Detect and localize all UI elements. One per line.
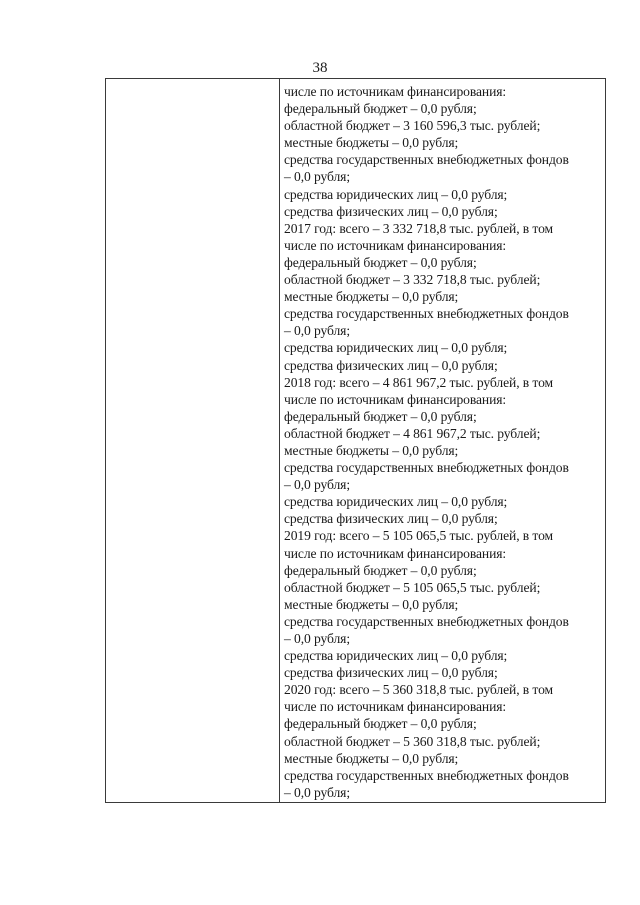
text-line: средства государственных внебюджетных фондов: [284, 306, 569, 322]
text-line: федеральный бюджет – 0,0 рубля;: [284, 408, 477, 424]
text-line: 2017 год: всего – 3 332 718,8 тыс. рублей, в том: [284, 220, 554, 236]
text-line: областной бюджет – 5 360 318,8 тыс. рублей;: [284, 733, 541, 749]
text-line: средства государственных внебюджетных фондов: [284, 152, 569, 168]
text-line: – 0,0 рубля;: [284, 169, 351, 185]
text-line: числе по источникам финансирования:: [284, 84, 507, 99]
text-line: местные бюджеты – 0,0 рубля;: [284, 596, 459, 612]
page-number: 38: [312, 60, 328, 76]
text-line: федеральный бюджет – 0,0 рубля;: [284, 716, 477, 732]
text-line: 2019 год: всего – 5 105 065,5 тыс. рублей, в том: [284, 528, 554, 544]
text-line: средства юридических лиц – 0,0 рубля;: [284, 494, 508, 510]
text-line: федеральный бюджет – 0,0 рубля;: [284, 562, 477, 578]
text-line: федеральный бюджет – 0,0 рубля;: [284, 101, 477, 117]
text-line: средства юридических лиц – 0,0 рубля;: [284, 186, 508, 202]
text-line: средства физических лиц – 0,0 рубля;: [284, 203, 498, 219]
table-right-cell: [284, 83, 602, 801]
text-line: – 0,0 рубля;: [284, 323, 351, 339]
text-line: областной бюджет – 3 160 596,3 тыс. рублей;: [284, 118, 541, 134]
text-line: – 0,0 рубля;: [284, 631, 351, 646]
text-line: средства государственных внебюджетных фондов: [284, 767, 569, 783]
text-line: – 0,0 рубля;: [284, 477, 351, 493]
text-line: средства государственных внебюджетных фондов: [284, 613, 569, 629]
text-line: средства физических лиц – 0,0 рубля;: [284, 357, 498, 373]
text-line: местные бюджеты – 0,0 рубля;: [284, 750, 459, 766]
text-line: средства физических лиц – 0,0 рубля;: [284, 665, 498, 681]
text-line: областной бюджет – 4 861 967,2 тыс. рублей;: [284, 425, 541, 441]
text-line: числе по источникам финансирования:: [284, 237, 507, 253]
text-line: средства юридических лиц – 0,0 рубля;: [284, 648, 508, 664]
text-line: местные бюджеты – 0,0 рубля;: [284, 289, 459, 305]
text-line: – 0,0 рубля;: [284, 784, 351, 800]
text-line: областной бюджет – 5 105 065,5 тыс. рублей;: [284, 579, 541, 595]
text-line: средства государственных внебюджетных фондов: [284, 460, 569, 476]
text-line: 2020 год: всего – 5 360 318,8 тыс. рублей, в том: [284, 682, 554, 698]
text-line: местные бюджеты – 0,0 рубля;: [284, 135, 459, 151]
text-line: средства физических лиц – 0,0 рубля;: [284, 511, 498, 527]
text-line: местные бюджеты – 0,0 рубля;: [284, 442, 459, 458]
text-line: федеральный бюджет – 0,0 рубля;: [284, 254, 477, 270]
funding-table: [105, 78, 606, 803]
text-line: областной бюджет – 3 332 718,8 тыс. рублей;: [284, 272, 541, 288]
text-line: 2018 год: всего – 4 861 967,2 тыс. рублей, в том: [284, 374, 554, 390]
text-line: числе по источникам финансирования:: [284, 545, 507, 561]
table-left-cell: [106, 79, 280, 802]
text-line: числе по источникам финансирования:: [284, 391, 507, 407]
text-line: средства юридических лиц – 0,0 рубля;: [284, 340, 508, 356]
text-line: числе по источникам финансирования:: [284, 699, 507, 715]
